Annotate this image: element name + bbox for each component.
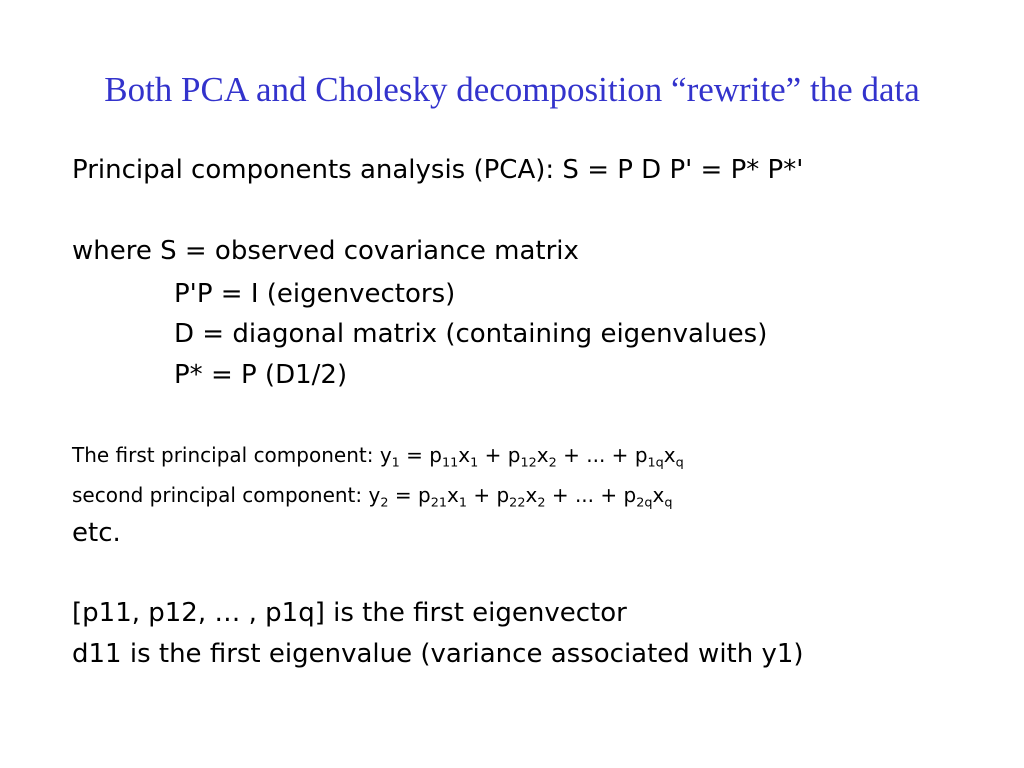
- second-component-equation: second principal component: $y_2 = p_{21}x_1 + p_{22}x_2$ + ... + $p_{2q}x_q$: [72, 483, 673, 511]
- pca-definition: Principal components analysis (PCA): S = P D P' = P* P*': [72, 155, 804, 185]
- eigenvalue-statement: d11 is the first eigenvalue (variance associated with y1): [72, 639, 804, 669]
- etc-line: etc.: [72, 518, 121, 548]
- first-component-equation: The first principal component: $y_1 = p_{11}x_1 + p_{12}x_2$ + ... + $p_{1q}x_q$: [72, 443, 684, 471]
- eigenvector-statement: [p11, p12, … , p1q] is the first eigenvector: [72, 598, 627, 628]
- definition-pstar: P* = P (D1/2): [174, 360, 348, 390]
- slide-title: Both PCA and Cholesky decomposition “rewrite” the data: [104, 70, 920, 109]
- where-line: where S = observed covariance matrix: [72, 236, 579, 266]
- definition-d: D = diagonal matrix (containing eigenvalues): [174, 319, 768, 349]
- definition-pp: P'P = I (eigenvectors): [174, 279, 456, 309]
